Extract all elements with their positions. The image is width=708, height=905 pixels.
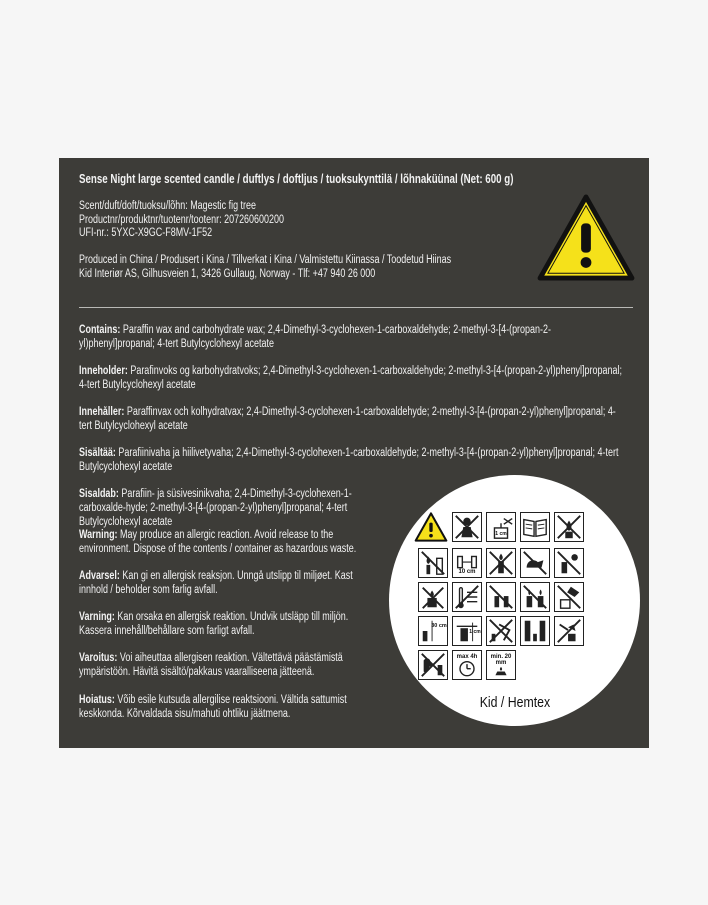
no-direct-sun-icon: [554, 548, 584, 578]
warning-en: Warning: May produce an allergic reaction. Avoid release to the environment. Dispose of the contents / container as hazardous waste.: [79, 529, 357, 555]
origin-block: [79, 254, 451, 281]
warning-fi: Varoitus: Voi aiheuttaa allergisen reaktion. Vältettävä päästämistä ympäristöön. Hävitä sisältö/pakkaus vaaralliseena jätteenä.: [79, 652, 343, 678]
contains-no: Inneholder: Parafinvoks og karbohydratvoks; 2,4-Dimethyl-3-cyclohexen-1-carboxaldehyde; 2-methyl-3-[4-(propan-2-yl)phenyl]propanal; 4-tert Butylcyclohexyl acetate: [79, 365, 622, 391]
max-burn-time-icon: [452, 650, 482, 680]
no-draft-icon: [554, 512, 584, 542]
brand-name: Kid / Hemtex: [479, 694, 550, 711]
origin-line: Produced in China / Produsert i Kina / Tillverkat i Kina / Valmistettu Kiinassa / Toodetud Hiinas: [79, 254, 452, 266]
no-liquid-pouring-icon: [554, 582, 584, 612]
contains-sv: Innehåller: Paraffinvax och kolhydratvax; 2,4-Dimethyl-3-cyclohexen-1-carboxaldehyde; 2-methyl-3-[4-(propan-2-yl)phenyl]propanal; 4-tert Butylcyclohexyl acetate: [79, 406, 616, 432]
dim-1cm-label: 1 cm: [495, 531, 507, 537]
warning-no: Advarsel: Kan gi en allergisk reaksjon. Unngå utslipp til miljøet. Kast innhold / beholder som farlig avfall.: [79, 570, 353, 596]
trim-wick-icon: [486, 512, 516, 542]
contains-fi: Sisältää: Parafiinivaha ja hiilivetyvaha; 2,4-Dimethyl-3-cyclohexen-1-carboxaldehyde; 2-methyl-3-[4-(propan-2-yl)phenyl]propanal; 4-tert Butylcyclohexyl acetate: [79, 447, 619, 473]
warning-triangle-icon: [537, 194, 635, 282]
divider: [79, 307, 633, 308]
min-wax-remaining-icon: [486, 650, 516, 680]
contains-et: Sisaldab: Parafiin- ja süsivesinikvaha; 2,4-Dimethyl-3-cyclohexen-1-carboxalde-hyde; 2-methyl-3-[4-(propan-2-yl)phenyl]propanal; 4-tert Butylcyclohexyl acetate: [79, 488, 352, 528]
dim-30cm-label: 30 cm: [431, 623, 447, 629]
keep-away-from-children-icon: [452, 512, 482, 542]
small-warning-triangle-icon: [414, 512, 448, 542]
no-pets-near-icon: [520, 548, 550, 578]
no-unattended-icon: [486, 616, 516, 646]
product-title: Sense Night large scented candle / duftlys / doftljus / tuoksukynttilä / lõhnaküünal (Net: 600 g): [79, 172, 514, 186]
dim-10cm-label: 10 cm: [458, 569, 476, 575]
extinguish-snuffer-icon: [554, 616, 584, 646]
read-instructions-icon: [520, 512, 550, 542]
wax-pool-depth-icon: [452, 616, 482, 646]
product-label: [59, 158, 649, 748]
product-info-block: [79, 200, 284, 241]
no-moving-candle-icon: [486, 548, 516, 578]
distance-30cm-icon: [418, 616, 448, 646]
candle-spacing-icon: [452, 548, 482, 578]
no-curtains-near-icon: [520, 616, 550, 646]
no-heat-source-icon: [452, 582, 482, 612]
no-candles-together-icon: [520, 582, 550, 612]
scent-line: Scent/duft/doft/tuoksu/lõhn: Magestic fig tree: [79, 200, 257, 212]
contains-en: Contains: Paraffin wax and carbohydrate wax; 2,4-Dimethyl-3-cyclohexen-1-carboxaldehyde; 2-methyl-3-[4-(propan-2-yl)phenyl]propanal; 4-tert Butylcyclohexyl acetate: [79, 324, 551, 350]
no-flammable-icon: [418, 548, 448, 578]
max-4h-label: max 4h: [456, 654, 478, 660]
dim-1cm-b-label: 1 cm: [469, 629, 481, 635]
min-20mm-label: min. 20 mm: [490, 654, 512, 666]
safety-symbols-circle: [389, 475, 640, 726]
ufi-line: UFI-nr.: 5YXC-X9GC-F8MV-1F52: [79, 227, 213, 240]
no-candle-near-object-icon: [486, 582, 516, 612]
warning-sv: Varning: Kan orsaka en allergisk reaktion. Undvik utsläpp till miljön. Kassera innehåll/behållare som farligt avfall.: [79, 611, 349, 637]
warning-et: Hoiatus: Võib esile kutsuda allergilise reaktsiooni. Vältida sattumist keskkonda. Kõrvaldada sisu/mahuti ohtliku jäätmena.: [79, 694, 347, 720]
product-number-line: Productnr/produktnr/tuotenr/tootenr: 207260600200: [79, 213, 284, 226]
no-blow-out-icon: [418, 650, 448, 680]
company-line: Kid Interiør AS, Gilhusveien 1, 3426 Gullaug, Norway - Tlf: +47 940 26 000: [79, 267, 376, 280]
no-extinguish-with-water-icon: [418, 582, 448, 612]
